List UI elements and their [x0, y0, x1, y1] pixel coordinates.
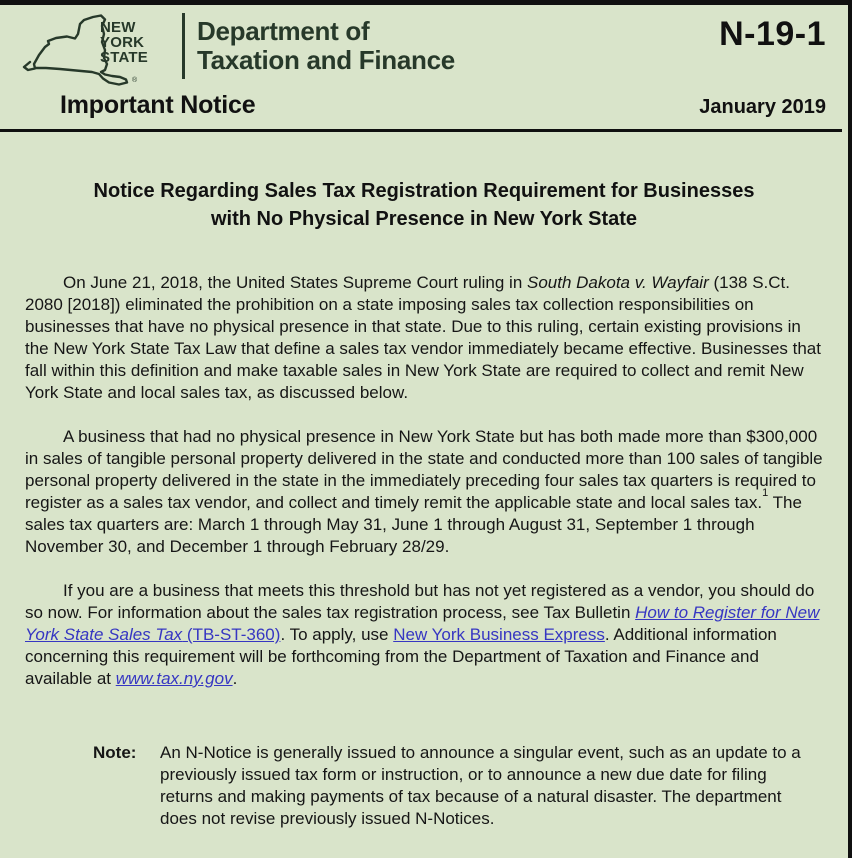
issue-date: January 2019	[699, 96, 826, 118]
paragraph-text: If you are a business that meets this threshold but has not yet registered as a vendor, you should do so now. For information about the sales tax registration process, see Tax Bulletin	[25, 581, 815, 622]
hyperlink[interactable]: (TB-ST-360)	[182, 625, 281, 644]
body-paragraph	[25, 272, 828, 404]
state-name-line: STATE	[100, 49, 148, 66]
document-title-line: Notice Regarding Sales Tax Registration Requirement for Businesses	[93, 180, 755, 202]
paragraph-text: .	[232, 669, 238, 688]
body-paragraphs	[0, 272, 848, 690]
nys-logo-lockup	[20, 11, 166, 87]
agency-logo	[20, 11, 455, 87]
logo-divider	[182, 13, 185, 79]
state-name-line: NEW	[100, 19, 136, 36]
footnote-reference: 1	[762, 487, 769, 500]
paragraph-text: South Dakota v. Wayfair	[527, 273, 709, 292]
paragraph-text: A business that had no physical presence in New York State but has both made more than $300,000 in sales of tangible personal property delivered in the state and conducted more than 100 sales of tangible personal property delivered in the state in the immediately preceding four sales tax quarters is required to register as a sales tax vendor, and collect and timely remit the applicable state and local sales tax.	[25, 427, 823, 512]
department-name-line: Taxation and Finance	[197, 45, 455, 75]
state-name-text	[100, 20, 148, 65]
paragraph-text: . Additional information concerning this requirement will be forthcoming from the Department of Taxation and Finance and available at	[25, 625, 777, 688]
note-section	[93, 742, 828, 830]
note-text: An N-Notice is generally issued to announce a singular event, such as an update to a previously issued tax form or instruction, or to announce a new due date for filing returns and making payments of tax because of a natural disaster. The department does not revise previously issued N-Notices.	[160, 743, 801, 828]
body-paragraph	[25, 580, 828, 690]
paragraph-text: On June 21, 2018, the United States Supreme Court ruling in	[63, 273, 527, 292]
header-banner-row	[0, 87, 848, 120]
body-paragraph	[25, 426, 828, 558]
note-label: Note:	[93, 743, 137, 762]
state-name-line: YORK	[100, 34, 145, 51]
document-header	[0, 5, 848, 87]
banner-title: Important Notice	[60, 91, 256, 119]
paragraph-text: . To apply, use	[280, 625, 394, 644]
document-title	[0, 177, 848, 233]
paragraph-text: The sales tax quarters are: March 1 through May 31, June 1 through August 31, September 1 through November 30, and December 1 through February 28/29.	[25, 493, 802, 556]
document-title-line: with No Physical Presence in New York State	[210, 208, 638, 230]
hyperlink[interactable]: www.tax.ny.gov	[115, 669, 233, 688]
paragraph-text: (138 S.Ct. 2080 [2018]) eliminated the prohibition on a state imposing sales tax collection responsibilities on businesses that have no physical presence in that state. Due to this ruling, certain existing provisions in the New York State Tax Law that define a sales tax vendor immediately became effective. Businesses that fall within this definition and make taxable sales in New York State are required to collect and remit New York State and local sales tax, as discussed below.	[25, 273, 821, 402]
department-name	[197, 11, 455, 75]
header-rule	[0, 129, 842, 132]
department-name-line: Department of	[197, 16, 370, 46]
registered-trademark-icon: ®	[132, 77, 138, 84]
hyperlink[interactable]: New York Business Express	[393, 625, 605, 644]
hyperlink[interactable]: How to Register for New York State Sales Tax	[25, 603, 820, 644]
notice-number: N-19-1	[719, 15, 826, 53]
